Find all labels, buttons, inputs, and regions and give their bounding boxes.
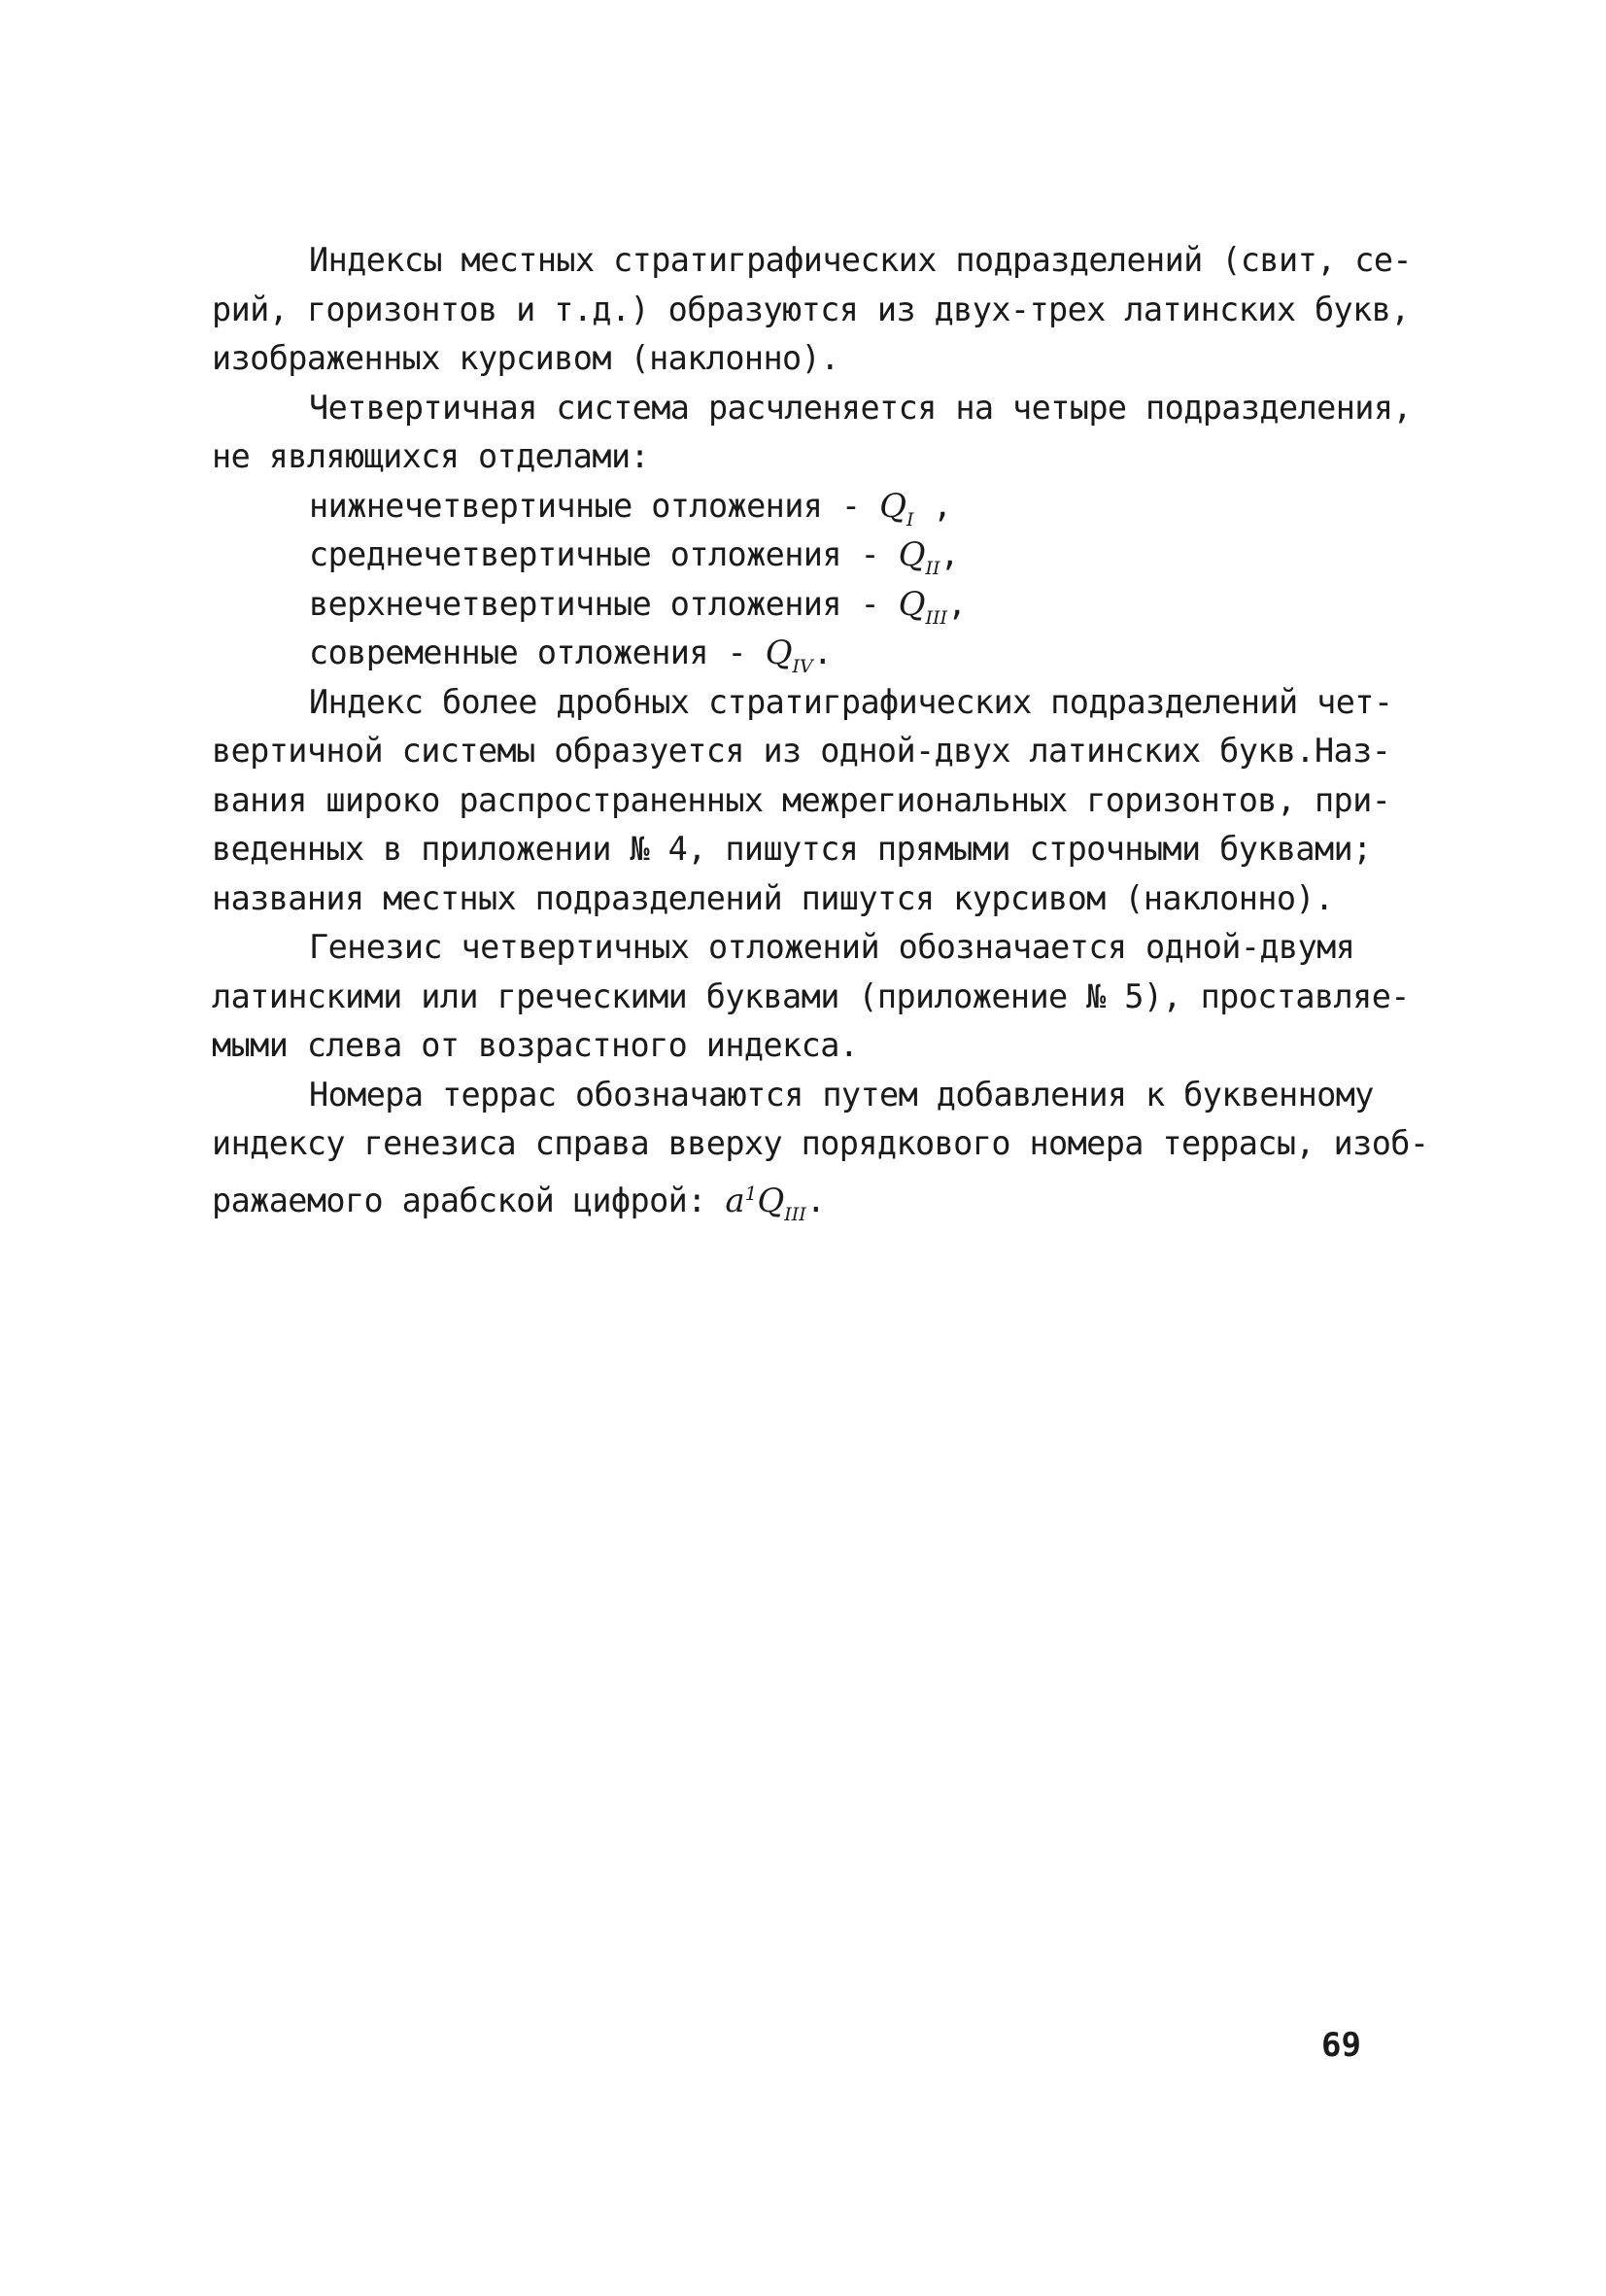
list-item <box>212 580 1426 630</box>
list-item <box>212 482 1426 531</box>
list-item-end: . <box>812 634 833 671</box>
line-end: . <box>805 1181 826 1219</box>
paragraph-line: Индексы местных стратиграфических подразделений (свит, се- <box>309 241 1412 279</box>
paragraph-line: Генезис четвертичных отложений обозначается одной-двумя <box>309 928 1355 966</box>
list-item-end: , <box>913 486 952 525</box>
paragraph-text: ражаемого арабской цифрой: <box>212 1181 726 1219</box>
list-item-end: , <box>940 535 960 573</box>
index-symbol: Q <box>898 584 926 624</box>
paragraph-line: Номера террас обозначаются путем добавления к буквенному <box>309 1075 1374 1114</box>
list-item-text: среднечетвертичные отложения - <box>309 535 899 573</box>
paragraph-line: Индекс более дробных стратиграфических подразделений чет- <box>309 682 1393 721</box>
index-symbol: Q <box>757 1181 785 1220</box>
list-item <box>212 629 1426 678</box>
list-item <box>212 531 1426 580</box>
index-subscript: II <box>925 558 940 579</box>
paragraph-line: изображенных курсивом (наклонно). <box>212 339 839 377</box>
index-subscript: III <box>784 1203 806 1225</box>
paragraph-line: рий, горизонтов и т.д.) образуются из двух-трех латинских букв, <box>212 290 1410 328</box>
index-symbol: Q <box>879 486 906 526</box>
paragraph-line: веденных в приложении № 4, пишутся прямыми строчными буквами; <box>212 830 1372 868</box>
index-subscript: III <box>925 606 948 629</box>
paragraph-line: мыми слева от возрастного индекса. <box>212 1026 859 1064</box>
paragraph-line: вания широко распространенных межрегиональных горизонтов, при- <box>212 780 1391 819</box>
index-symbol: Q <box>898 535 926 574</box>
paragraph-line: вертичной системы образуется из одной-двух латинских букв.Наз- <box>212 732 1391 770</box>
index-symbol: Q <box>765 634 793 672</box>
paragraph-line: не являющихся отделами: <box>212 437 650 475</box>
paragraph-line: латинскими или греческими буквами (приложение № 5), проставляе- <box>212 977 1410 1015</box>
body-text <box>212 236 1429 1225</box>
list-item-text: современные отложения - <box>309 634 766 671</box>
list-item-end: , <box>947 584 967 623</box>
paragraph-line-formula <box>212 1169 1426 1225</box>
index-subscript: IV <box>792 656 813 677</box>
paragraph-line: Четвертичная система расчленяется на четыре подразделения, <box>309 388 1412 427</box>
index-subscript: I <box>906 508 914 531</box>
list-item-text: верхнечетвертичные отложения - <box>309 584 899 623</box>
page-number: 69 <box>1321 2026 1361 2065</box>
list-item-text: нижнечетвертичные отложения - <box>309 486 880 525</box>
paragraph-line: индексу генезиса справа вверху порядкового номера террасы, изоб- <box>212 1124 1429 1162</box>
genesis-index: a <box>725 1181 745 1220</box>
terrace-number: 1 <box>744 1181 758 1205</box>
paragraph-line: названия местных подразделений пишутся курсивом (наклонно). <box>212 878 1334 917</box>
